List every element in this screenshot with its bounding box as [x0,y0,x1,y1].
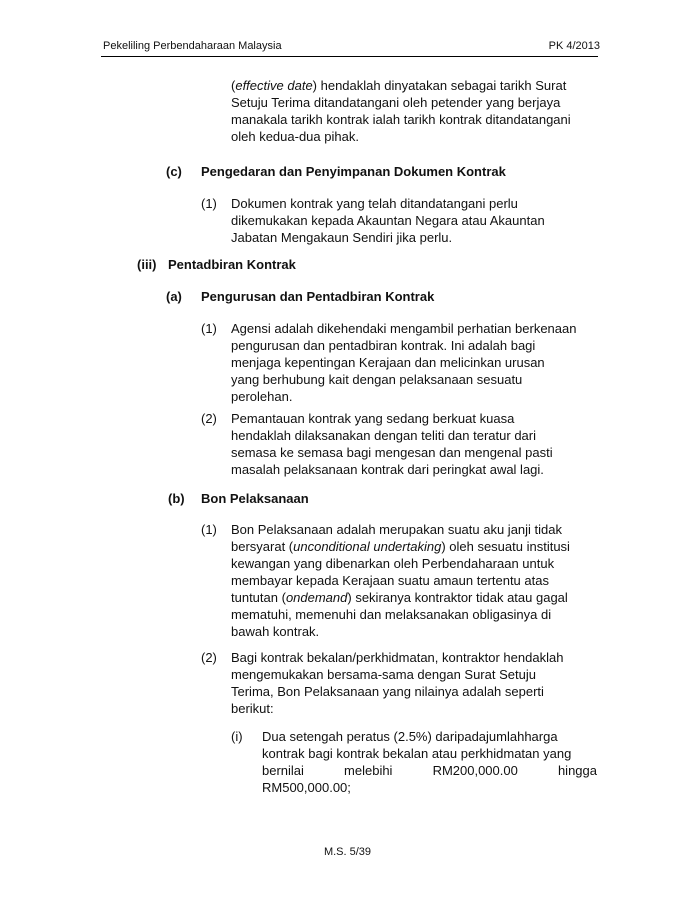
section-b-item-2-line-1: Bagi kontrak bekalan/perkhidmatan, kontraktor hendaklah [231,650,564,665]
section-a-label: (a) [166,289,182,304]
section-c-item-1-line-2: dikemukakan kepada Akauntan Negara atau Akauntan [231,213,545,228]
section-c-item-1-number: (1) [201,196,217,211]
section-b-item-2-line-3: Terima, Bon Pelaksanaan yang nilainya adalah seperti [231,684,544,699]
page-number: M.S. 5/39 [323,846,372,858]
intro-paragraph [231,77,597,145]
section-iii-label: (iii) [137,257,157,272]
section-a-title: Pengurusan dan Pentadbiran Kontrak [201,289,435,304]
section-a-item-2-line-1: Pemantauan kontrak yang sedang berkuat kuasa [231,411,515,426]
section-a-item-1-number: (1) [201,321,217,336]
section-b-item-1-line-3: kewangan yang dibenarkan oleh Perbendaharaan untuk [231,556,555,571]
section-b-sub-i-line-3: bernilai melebihi RM200,000.00 hingga [262,763,597,778]
section-b-item-1-line-1: Bon Pelaksanaan adalah merupakan suatu aku janji tidak [231,522,563,537]
section-b-item-2-line-4: berikut: [231,701,274,716]
section-b-sub-i-line-1: Dua setengah peratus (2.5%) daripadajumlahharga [262,729,558,744]
section-b-sub-i-line-2: kontrak bagi kontrak bekalan atau perkhidmatan yang [262,746,572,761]
section-c-item-1-line-3: Jabatan Mengakaun Sendiri jika perlu. [231,230,453,245]
section-a-item-1-line-1: Agensi adalah dikehendaki mengambil perhatian berkenaan [231,321,577,336]
section-a-item-2-line-2: hendaklah dilaksanakan dengan teliti dan teratur dari [231,428,536,443]
ondemand-term: ondemand [285,590,348,605]
section-b-item-1-line-5: tuntutan (ondemand) sekiranya kontraktor tidak atau gagal [231,590,568,605]
section-a-item-2-line-3: semasa ke semasa bagi mengesan dan mengenal pasti [231,445,553,460]
section-b-item-1-line-2: bersyarat (unconditional undertaking) oleh sesuatu institusi [231,539,570,554]
section-c-item-1-line-1: Dokumen kontrak yang telah ditandatangani perlu [231,196,518,211]
header-title: Pekeliling Perbendaharaan Malaysia [103,40,282,52]
section-a-item-2-number: (2) [201,411,217,426]
intro-line-1: (effective date) hendaklah dinyatakan sebagai tarikh Surat [231,78,567,93]
section-b-item-2-number: (2) [201,650,217,665]
section-b-sub-i-line-4: RM500,000.00; [262,780,351,795]
section-a-item-1-line-5: perolehan. [231,389,293,404]
effective-date-term: effective date [235,78,313,93]
header-rule [101,56,598,57]
intro-line-4: oleh kedua-dua pihak. [231,129,359,144]
section-a-item-1-line-2: pengurusan dan pentadbiran kontrak. Ini adalah bagi [231,338,536,353]
section-b-sub-i [262,728,597,796]
section-a-item-2 [231,410,597,478]
section-b-item-1-line-6: mematuhi, memenuhi dan melaksanakan obligasinya di [231,607,552,622]
section-b-sub-i-number: (i) [231,729,243,744]
section-iii-title: Pentadbiran Kontrak [168,257,296,272]
intro-line-2: Setuju Terima ditandatangani oleh petender yang berjaya [231,95,561,110]
section-b-item-1-line-7: bawah kontrak. [231,624,320,639]
section-b-title: Bon Pelaksanaan [201,491,309,506]
section-c-item-1 [231,195,597,246]
section-b-item-2 [231,649,597,717]
header-reference: PK 4/2013 [548,40,600,52]
section-a-item-2-line-4: masalah pelaksanaan kontrak dari peringkat awal lagi. [231,462,544,477]
section-b-item-2-line-2: mengemukakan bersama-sama dengan Surat Setuju [231,667,536,682]
unconditional-undertaking-term: unconditional undertaking [293,539,442,554]
section-b-item-1 [231,521,597,640]
section-b-label: (b) [168,491,185,506]
section-c-title: Pengedaran dan Penyimpanan Dokumen Kontrak [201,164,506,179]
section-a-item-1 [231,320,597,405]
section-b-item-1-line-4: membayar kepada Kerajaan suatu amaun tertentu atas [231,573,549,588]
section-a-item-1-line-3: menjaga kepentingan Kerajaan dan melicinkan urusan [231,355,545,370]
section-c-label: (c) [166,164,182,179]
section-b-item-1-number: (1) [201,522,217,537]
intro-line-3: manakala tarikh kontrak ialah tarikh kontrak ditandatangani [231,112,571,127]
section-a-item-1-line-4: yang berhubung kait dengan pelaksanaan sesuatu [231,372,523,387]
